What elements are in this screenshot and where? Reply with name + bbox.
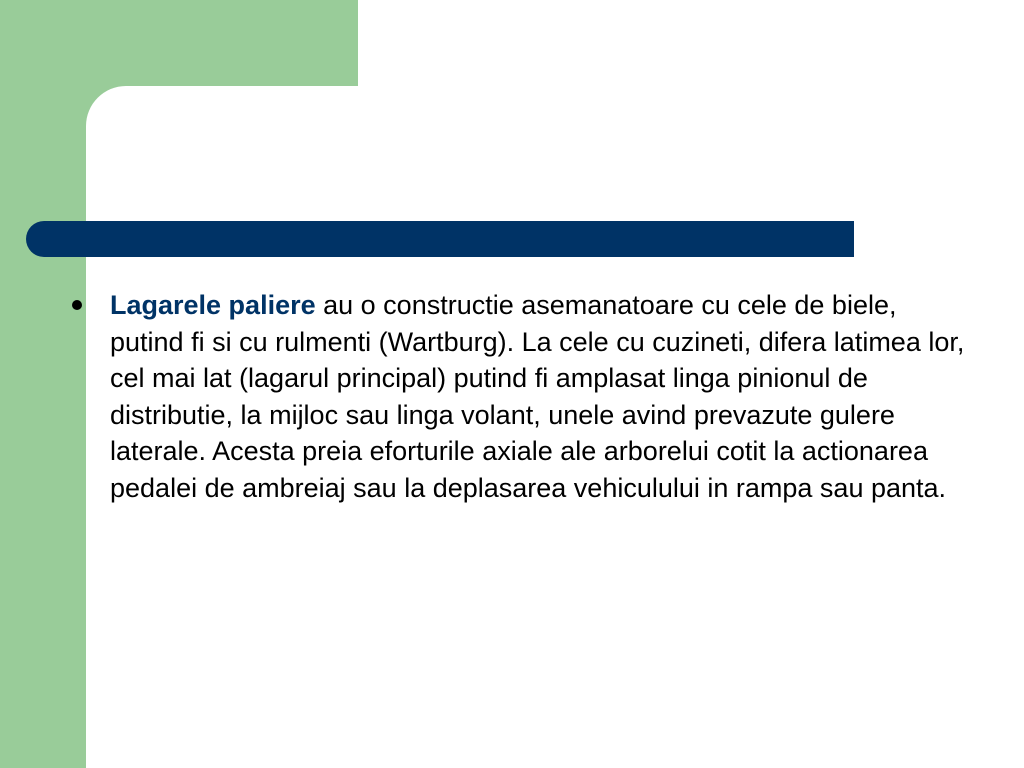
bullet-text: au o constructie asemanatoare cu cele de biele, putind fi si cu rulmenti (Wartburg). La cele cu cuzineti, difera latimea lor, cel mai lat (lagarul principal) putind fi amplasat linga pinionul de distributie, la mijloc sau linga volant, unele avind prevazute gulere laterale. Acesta preia eforturile axiale ale arborelui cotit la actionarea pedalei de ambreiaj sau la deplasarea vehiculului in rampa sau panta. <box>110 290 965 503</box>
bullet-list <box>72 287 972 506</box>
bullet-dot-icon <box>72 300 82 310</box>
bullet-item <box>72 287 972 506</box>
title-bar <box>26 221 854 257</box>
bullet-bold-lead: Lagarele paliere <box>110 290 316 320</box>
